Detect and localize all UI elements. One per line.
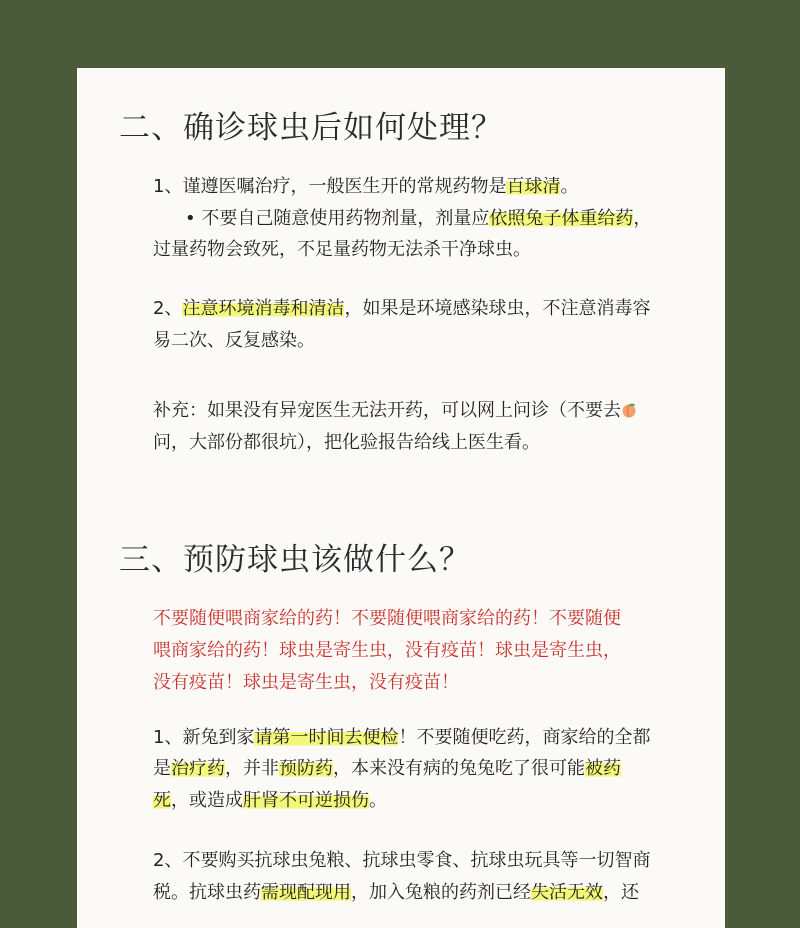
highlight: 肝肾不可逆损伤 [243,790,369,811]
highlight: 注意环境消毒和清洁 [182,298,345,319]
highlight: 预防药 [279,758,333,779]
section-2-paragraph-2-continued: 易二次、反复感染。 [153,330,315,351]
highlight: 百球清 [506,176,561,197]
highlight: 需现配现用 [261,882,351,903]
text: ，加入兔粮的药剂已经 [351,882,531,903]
text: 1、新兔到家 [153,727,255,748]
text: 是 [153,758,171,779]
section-3-paragraph-1 [153,723,650,753]
text: 补充：如果没有异宠医生无法开药，可以网上问诊（不要去 [153,400,621,421]
text: ，本来没有病的兔兔吃了很可能 [333,758,585,779]
text: ， [633,208,652,229]
article-card [77,68,725,928]
highlight: 请第一时间去便检 [254,727,399,748]
section-2-paragraph-1 [153,172,578,202]
text: 税。抗球虫药 [153,882,261,903]
text: 1、谨遵医嘱治疗，一般医生开的常规药物是 [153,176,507,197]
warning-line: 不要随便喂商家给的药！不要随便喂商家给的药！不要随便 [153,608,621,629]
text: 。 [560,176,579,197]
text: ！不要随便吃药，商家给的全都 [398,727,651,748]
text: ，如果是环境感染球虫，不注意消毒容 [344,298,651,319]
text: ，或造成 [171,790,243,811]
supplement-line-1 [153,396,637,426]
section-3-paragraph-1-line-2 [153,754,621,784]
highlight: 死 [153,790,171,811]
text: 。 [369,790,387,811]
section-3-paragraph-2-line-2 [153,878,639,908]
section-2-paragraph-2 [153,294,650,324]
supplement-line-2: 问，大部份都很坑），把化验报告给线上医生看。 [153,432,540,453]
text: 2、 [153,298,183,319]
section-3-paragraph-2: 2、不要购买抗球虫兔粮、抗球虫零食、抗球虫玩具等一切智商 [153,850,651,871]
peach-icon [621,402,637,418]
section-2-heading: 二、确诊球虫后如何处理？ [119,110,503,146]
warning-line: 喂商家给的药！球虫是寄生虫，没有疫苗！球虫是寄生虫， [153,640,621,661]
warning-line: 没有疫苗！球虫是寄生虫，没有疫苗！ [153,672,459,693]
highlight: 治疗药 [171,758,225,779]
section-3-heading: 三、预防球虫该做什么？ [119,542,471,578]
section-2-bullet [185,204,651,234]
section-2-bullet-continued: 过量药物会致死，不足量药物无法杀干净球虫。 [153,239,531,260]
text: ，并非 [225,758,279,779]
text: ，还 [603,882,639,903]
highlight: 失活无效 [531,882,603,903]
highlight: 依照兔子体重给药 [489,208,634,229]
section-3-paragraph-1-line-3 [153,786,387,816]
text: • 不要自己随意使用药物剂量，剂量应 [185,208,490,229]
highlight: 被药 [585,758,621,779]
